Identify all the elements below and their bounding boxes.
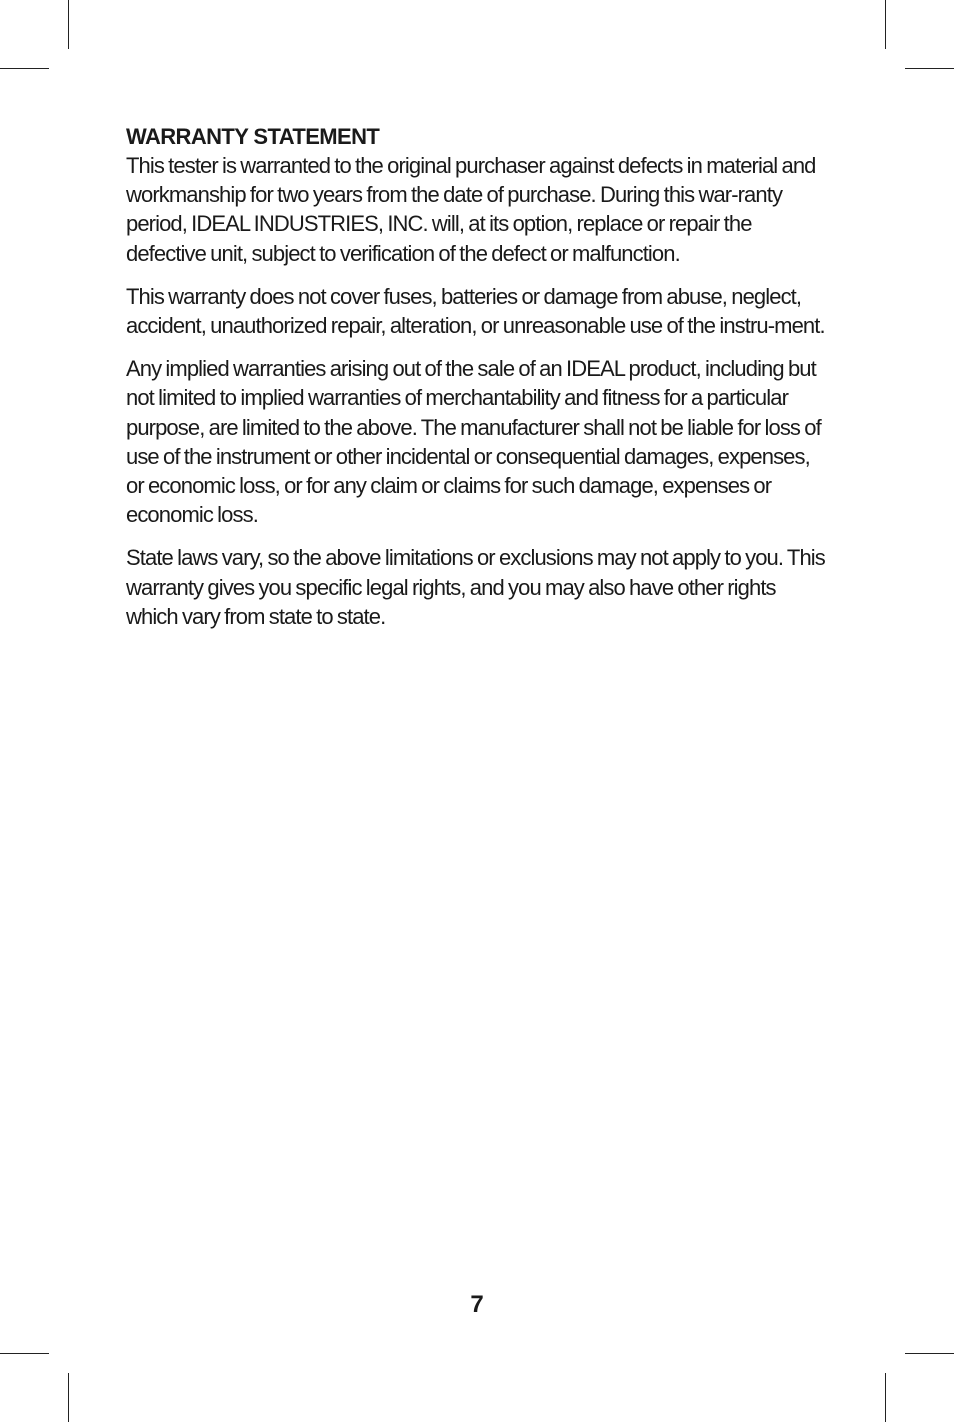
crop-mark-top-left-vertical xyxy=(68,0,69,49)
crop-mark-bottom-left-horizontal xyxy=(0,1353,49,1354)
crop-mark-bottom-left-vertical xyxy=(68,1373,69,1422)
crop-mark-top-left-horizontal xyxy=(0,68,49,69)
page-number: 7 xyxy=(470,1291,484,1318)
paragraph-warranty-terms: This tester is warranted to the original purchaser against defects in material and workmanship for two years from the date of purchase. During this war-ranty period, IDEAL INDUSTRIES, INC. will, at its option, replace or repair the defective unit, subject to verification of the defect or malfunction. xyxy=(126,153,816,266)
section-title: WARRANTY STATEMENT xyxy=(126,124,380,149)
crop-mark-top-right-horizontal xyxy=(905,68,954,69)
warranty-section xyxy=(126,122,826,645)
crop-mark-top-right-vertical xyxy=(885,0,886,49)
paragraph-implied-warranties: Any implied warranties arising out of the sale of an IDEAL product, including but not limited to implied warranties of merchantability and fitness for a particular purpose, are limited to the above. The manufacturer shall not be liable for loss of use of the instrument or other incidental or consequential damages, expenses, or economic loss, or for any claim or claims for such damage, expenses or economic loss. xyxy=(126,356,821,528)
crop-mark-bottom-right-vertical xyxy=(885,1373,886,1422)
crop-mark-bottom-right-horizontal xyxy=(905,1353,954,1354)
paragraph-state-laws: State laws vary, so the above limitations or exclusions may not apply to you. This warranty gives you specific legal rights, and you may also have other rights which vary from state to state. xyxy=(126,545,825,629)
paragraph-exclusions: This warranty does not cover fuses, batteries or damage from abuse, neglect, accident, unauthorized repair, alteration, or unreasonable use of the instru-ment. xyxy=(126,283,825,339)
